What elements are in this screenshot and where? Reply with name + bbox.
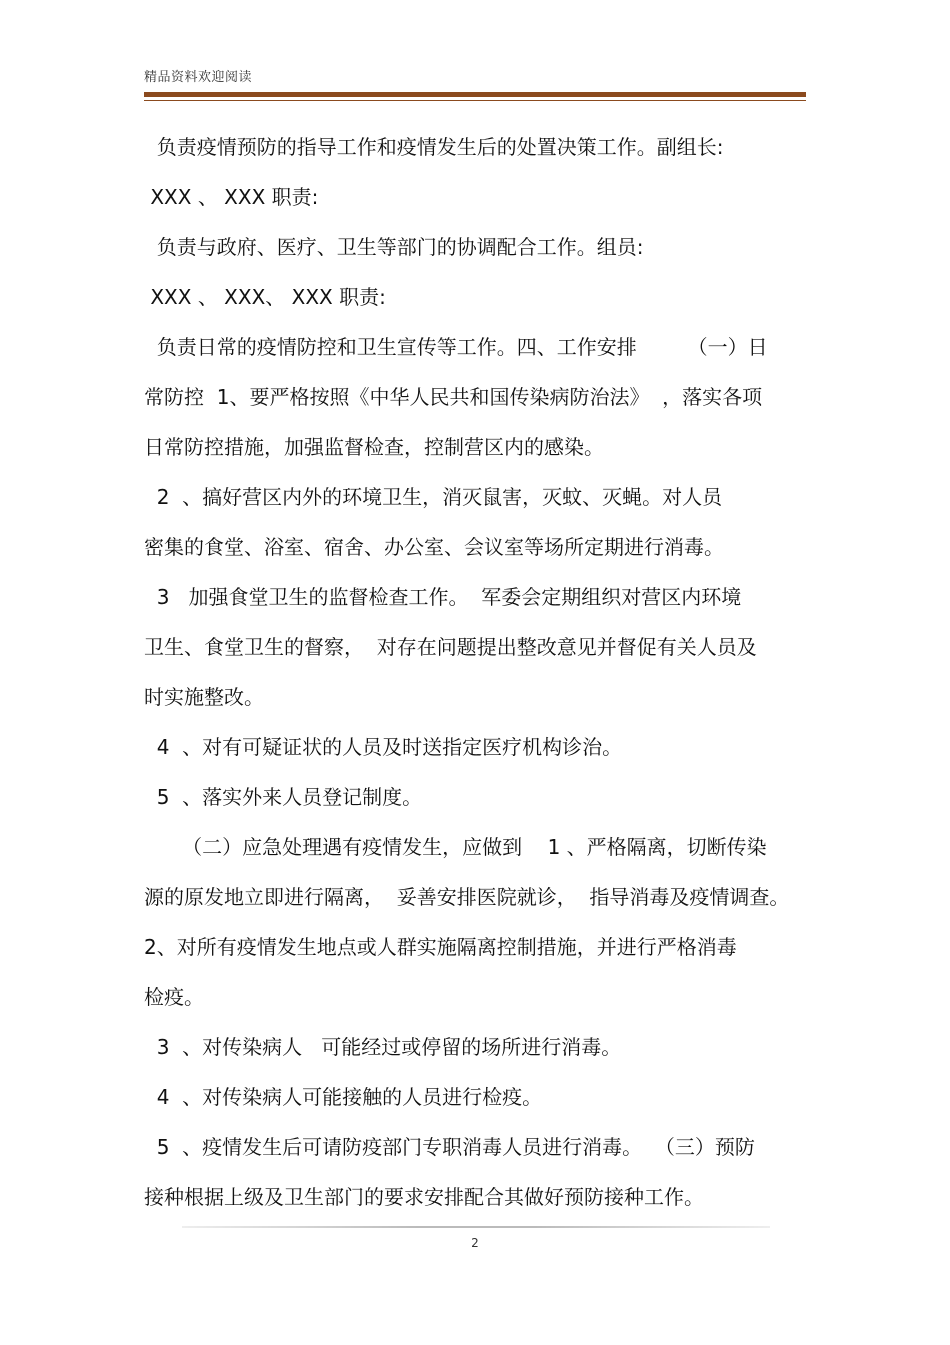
footer-rule	[182, 1226, 770, 1228]
text-line: 卫生、食堂卫生的督察， 对存在问题提出整改意见并督促有关人员及	[144, 635, 757, 659]
text-line: 日常防控措施，加强监督检查，控制营区内的感染。	[144, 435, 604, 459]
header-rule-thin	[144, 100, 806, 101]
text-line: 3 、对传染病人 可能经过或停留的场所进行消毒。	[144, 1035, 622, 1059]
text-line: 负责日常的疫情防控和卫生宣传等工作。四、工作安排 （一）日	[144, 335, 768, 359]
header-rule-thick	[144, 92, 806, 97]
document-body	[144, 122, 804, 1222]
text-line: 5 、疫情发生后可请防疫部门专职消毒人员进行消毒。 （三）预防	[144, 1135, 755, 1159]
text-line: 5 、落实外来人员登记制度。	[144, 785, 423, 809]
text-line: 负责与政府、医疗、卫生等部门的协调配合工作。组员:	[144, 235, 644, 259]
header-label: 精品资料欢迎阅读	[144, 70, 253, 85]
text-line: XXX 、 XXX、 XXX 职责:	[144, 285, 386, 309]
text-line: 4 、对传染病人可能接触的人员进行检疫。	[144, 1085, 543, 1109]
text-line: XXX 、 XXX 职责:	[144, 185, 319, 209]
text-line: 接种根据上级及卫生部门的要求安排配合其做好预防接种工作。	[144, 1185, 704, 1209]
text-line: 检疫。	[144, 985, 204, 1009]
text-line: 时实施整改。	[144, 685, 264, 709]
text-line: 负责疫情预防的指导工作和疫情发生后的处置决策工作。副组长:	[144, 135, 724, 159]
page-number: 2	[471, 1236, 479, 1250]
text-line: 源的原发地立即进行隔离， 妥善安排医院就诊， 指导消毒及疫情调查。	[144, 885, 790, 909]
text-line: 4 、对有可疑证状的人员及时送指定医疗机构诊治。	[144, 735, 623, 759]
text-line: 2、对所有疫情发生地点或人群实施隔离控制措施，并进行严格消毒	[144, 935, 737, 959]
text-line: 2 、搞好营区内外的环境卫生，消灭鼠害，灭蚊、灭蝇。对人员	[144, 485, 723, 509]
text-line: 密集的食堂、浴室、宿舍、办公室、会议室等场所定期进行消毒。	[144, 535, 724, 559]
text-line: 3 加强食堂卫生的监督检查工作。 军委会定期组织对营区内环境	[144, 585, 742, 609]
text-line: 常防控 1、要严格按照《中华人民共和国传染病防治法》 ，落实各项	[144, 385, 763, 409]
text-line: （二）应急处理遇有疫情发生，应做到 1 、严格隔离，切断传染	[144, 835, 767, 859]
